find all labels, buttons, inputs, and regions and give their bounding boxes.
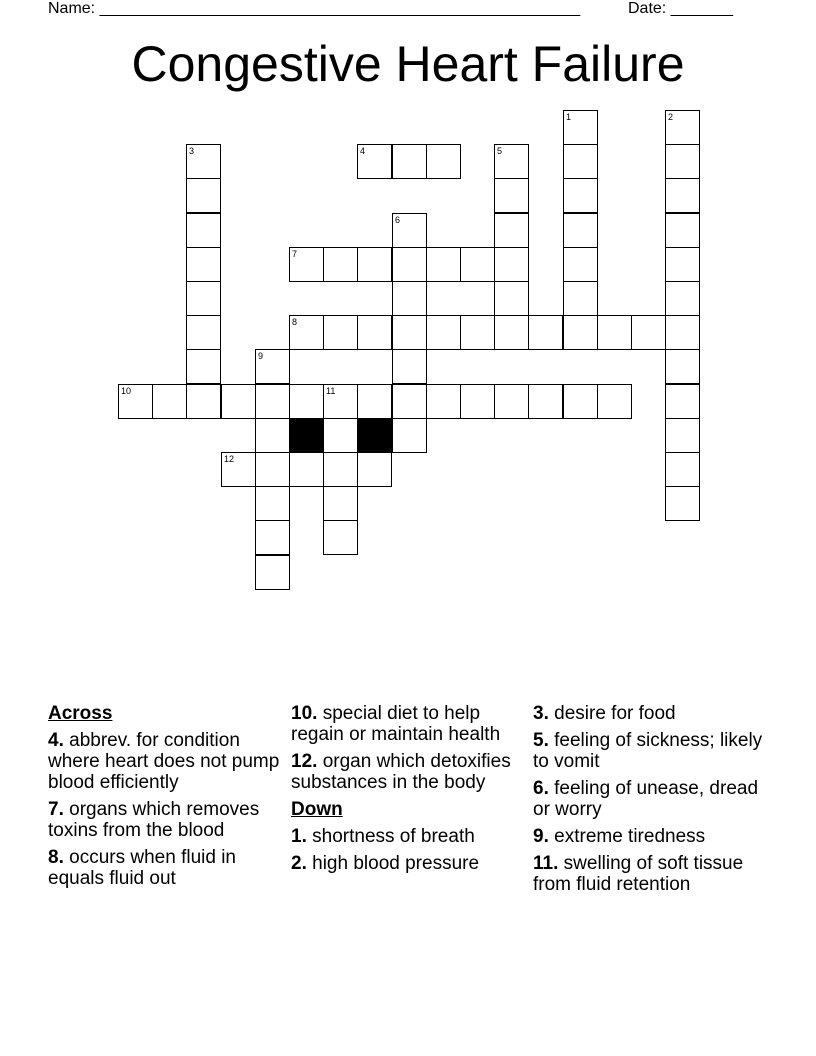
clue-number-label: 6 <box>395 215 401 225</box>
grid-cell[interactable] <box>323 418 358 453</box>
grid-cell[interactable] <box>494 213 529 248</box>
clue-down-2 <box>291 853 527 874</box>
grid-cell[interactable] <box>563 144 598 179</box>
grid-cell[interactable] <box>426 315 461 350</box>
clue-across-12 <box>291 751 527 793</box>
clue-text: desire for food <box>554 703 676 724</box>
clue-across-7 <box>48 799 284 841</box>
clue-number-label: 8 <box>292 317 298 327</box>
clue-number: 10. <box>291 703 318 724</box>
clue-number: 3. <box>533 703 549 724</box>
grid-cell[interactable] <box>563 281 598 316</box>
grid-cell[interactable] <box>186 247 221 282</box>
clue-across-10 <box>291 703 527 745</box>
grid-cell[interactable] <box>392 418 427 453</box>
grid-cell[interactable] <box>221 452 256 487</box>
clue-text: organ which detoxifies substances in the body <box>291 751 511 793</box>
clue-down-9 <box>533 826 773 847</box>
grid-cell[interactable] <box>255 555 290 590</box>
clue-number: 11. <box>533 853 559 874</box>
grid-cell[interactable] <box>392 349 427 384</box>
clue-number: 9. <box>533 826 549 847</box>
grid-cell[interactable] <box>255 384 290 419</box>
grid-cell[interactable] <box>563 178 598 213</box>
clue-column-2 <box>291 703 527 880</box>
grid-cell[interactable] <box>563 110 598 145</box>
grid-cell[interactable] <box>392 213 427 248</box>
grid-cell[interactable] <box>323 486 358 521</box>
grid-cell[interactable] <box>563 315 598 350</box>
clue-text: extreme tiredness <box>554 826 706 847</box>
grid-cell[interactable] <box>494 384 529 419</box>
clue-text: swelling of soft tissue from fluid retention <box>533 853 744 895</box>
grid-cell[interactable] <box>289 247 324 282</box>
grid-cell[interactable] <box>118 384 153 419</box>
clue-number-label: 1 <box>566 112 572 122</box>
grid-cell[interactable] <box>597 384 632 419</box>
grid-cell[interactable] <box>460 247 495 282</box>
clue-across-4 <box>48 730 284 793</box>
grid-cell[interactable] <box>392 247 427 282</box>
clue-down-3 <box>533 703 773 724</box>
grid-cell[interactable] <box>665 144 700 179</box>
grid-cell[interactable] <box>665 452 700 487</box>
grid-cell-blocked <box>357 418 392 453</box>
clue-number: 4. <box>48 730 64 751</box>
grid-cell[interactable] <box>665 213 700 248</box>
clue-down-1 <box>291 826 527 847</box>
grid-cell[interactable] <box>597 315 632 350</box>
down-heading: Down <box>291 799 343 820</box>
clue-text: organs which removes toxins from the blood <box>48 799 260 841</box>
grid-cell[interactable] <box>494 178 529 213</box>
grid-cell[interactable] <box>323 315 358 350</box>
grid-cell[interactable] <box>460 384 495 419</box>
grid-cell[interactable] <box>357 452 392 487</box>
clue-number-label: 7 <box>292 249 298 259</box>
name-field[interactable]: Name: ______________________________________________________ <box>48 0 581 17</box>
grid-cell[interactable] <box>186 349 221 384</box>
clue-number-label: 9 <box>258 351 264 361</box>
clue-column-3 <box>533 703 773 901</box>
grid-cell[interactable] <box>357 144 392 179</box>
grid-cell[interactable] <box>221 384 256 419</box>
clue-number: 8. <box>48 847 64 868</box>
clue-column-1 <box>48 703 284 895</box>
clue-number: 5. <box>533 730 549 751</box>
across-heading: Across <box>48 703 113 724</box>
grid-cell[interactable] <box>631 315 666 350</box>
date-field[interactable]: Date: _______ <box>628 0 733 17</box>
grid-cell[interactable] <box>186 315 221 350</box>
grid-cell[interactable] <box>665 315 700 350</box>
grid-cell[interactable] <box>528 315 563 350</box>
grid-cell[interactable] <box>357 384 392 419</box>
grid-cell[interactable] <box>289 452 324 487</box>
grid-cell[interactable] <box>255 520 290 555</box>
clue-number-label: 12 <box>224 454 235 464</box>
grid-cell[interactable] <box>665 178 700 213</box>
clue-number-label: 2 <box>668 112 674 122</box>
grid-cell[interactable] <box>392 315 427 350</box>
grid-cell[interactable] <box>255 452 290 487</box>
grid-cell[interactable] <box>186 213 221 248</box>
grid-cell[interactable] <box>323 520 358 555</box>
clue-text: shortness of breath <box>312 826 475 847</box>
grid-cell[interactable] <box>323 384 358 419</box>
clue-down-6 <box>533 778 773 820</box>
grid-cell[interactable] <box>665 486 700 521</box>
clue-number-label: 5 <box>497 146 503 156</box>
clue-number-label: 11 <box>326 386 336 396</box>
grid-cell[interactable] <box>357 315 392 350</box>
grid-cell[interactable] <box>186 384 221 419</box>
grid-cell[interactable] <box>255 349 290 384</box>
grid-cell[interactable] <box>392 144 427 179</box>
grid-cell[interactable] <box>494 144 529 179</box>
grid-cell[interactable] <box>426 144 461 179</box>
grid-cell[interactable] <box>186 178 221 213</box>
clue-number-label: 10 <box>121 386 132 396</box>
grid-cell[interactable] <box>494 281 529 316</box>
clue-text: feeling of unease, dread or worry <box>533 778 759 820</box>
grid-cell[interactable] <box>494 315 529 350</box>
page-title: Congestive Heart Failure <box>131 36 685 92</box>
clue-number: 2. <box>291 853 307 874</box>
grid-cell[interactable] <box>665 110 700 145</box>
grid-cell[interactable] <box>392 281 427 316</box>
grid-cell[interactable] <box>392 384 427 419</box>
grid-cell[interactable] <box>563 384 598 419</box>
grid-cell[interactable] <box>289 384 324 419</box>
grid-cell[interactable] <box>426 247 461 282</box>
grid-cell[interactable] <box>186 281 221 316</box>
clue-text: feeling of sickness; likely to vomit <box>533 730 763 772</box>
grid-cell[interactable] <box>323 247 358 282</box>
grid-cell[interactable] <box>289 315 324 350</box>
clue-text: abbrev. for condition where heart does not pump blood efficiently <box>48 730 280 793</box>
clue-down-5 <box>533 730 773 772</box>
grid-cell[interactable] <box>357 247 392 282</box>
clue-number: 12. <box>291 751 318 772</box>
clue-number-label: 3 <box>189 146 195 156</box>
grid-cell[interactable] <box>665 247 700 282</box>
clue-number: 1. <box>291 826 307 847</box>
clue-number: 7. <box>48 799 64 820</box>
grid-cell[interactable] <box>665 349 700 384</box>
grid-cell[interactable] <box>665 281 700 316</box>
grid-cell[interactable] <box>460 315 495 350</box>
grid-cell[interactable] <box>563 213 598 248</box>
grid-cell[interactable] <box>426 384 461 419</box>
clue-down-11 <box>533 853 773 895</box>
grid-cell-blocked <box>289 418 324 453</box>
grid-cell[interactable] <box>323 452 358 487</box>
grid-cell[interactable] <box>665 418 700 453</box>
grid-cell[interactable] <box>563 247 598 282</box>
clue-across-8 <box>48 847 284 889</box>
grid-cell[interactable] <box>186 144 221 179</box>
grid-cell[interactable] <box>255 486 290 521</box>
grid-cell[interactable] <box>255 418 290 453</box>
grid-cell[interactable] <box>494 247 529 282</box>
clue-text: high blood pressure <box>312 853 480 874</box>
clue-number: 6. <box>533 778 549 799</box>
grid-cell[interactable] <box>665 384 700 419</box>
clue-text: special diet to help regain or maintain health <box>291 703 501 745</box>
clue-number-label: 4 <box>360 146 366 156</box>
clue-text: occurs when fluid in equals fluid out <box>48 847 237 889</box>
grid-cell[interactable] <box>152 384 187 419</box>
grid-cell[interactable] <box>528 384 563 419</box>
